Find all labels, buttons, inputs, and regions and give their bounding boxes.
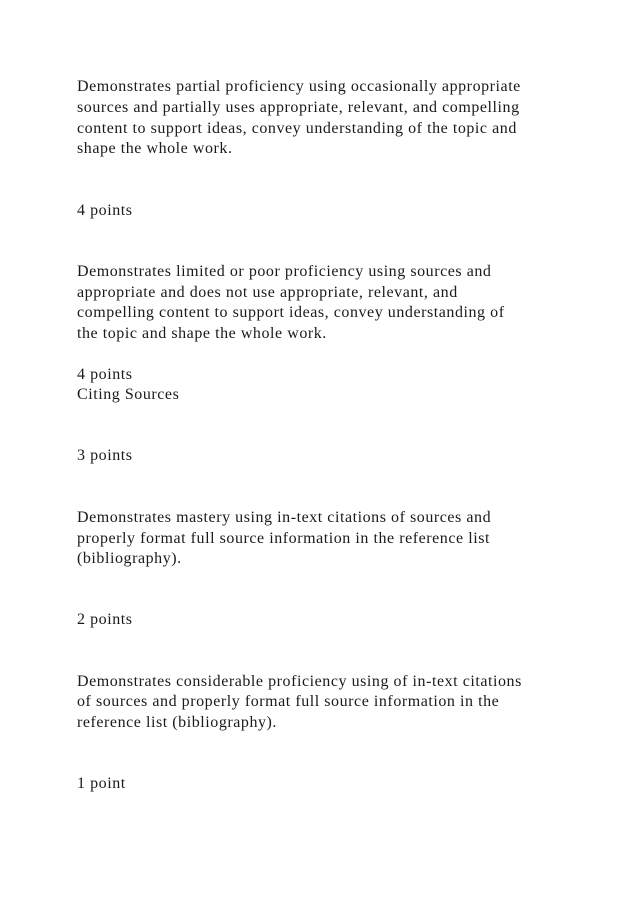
- paragraph-3-line-3: (bibliography).: [77, 550, 182, 567]
- section-heading-citing-sources: Citing Sources: [77, 386, 180, 403]
- paragraph-4-line-3: reference list (bibliography).: [77, 714, 277, 731]
- paragraph-1-line-1: Demonstrates partial proficiency using occasionally appropriate: [77, 78, 521, 95]
- paragraph-2-line-1: Demonstrates limited or poor proficiency using sources and: [77, 263, 492, 280]
- paragraph-2-line-4: the topic and shape the whole work.: [77, 325, 327, 342]
- paragraph-3-line-1: Demonstrates mastery using in-text citations of sources and: [77, 509, 492, 526]
- paragraph-4-line-1: Demonstrates considerable proficiency using of in-text citations: [77, 673, 522, 690]
- paragraph-2-line-3: compelling content to support ideas, convey understanding of: [77, 304, 505, 321]
- points-label: 2 points: [77, 611, 133, 628]
- points-label: 4 points: [77, 366, 133, 383]
- paragraph-3-line-2: properly format full source information in the reference list: [77, 530, 490, 547]
- points-label: 3 points: [77, 447, 133, 464]
- paragraph-4-line-2: of sources and properly format full source information in the: [77, 693, 500, 710]
- points-label: 4 points: [77, 202, 133, 219]
- paragraph-2-line-2: appropriate and does not use appropriate, relevant, and: [77, 284, 458, 301]
- paragraph-1-line-4: shape the whole work.: [77, 140, 233, 157]
- paragraph-1-line-2: sources and partially uses appropriate, relevant, and compelling: [77, 99, 520, 116]
- points-label: 1 point: [77, 775, 126, 792]
- paragraph-1-line-3: content to support ideas, convey understanding of the topic and: [77, 120, 517, 137]
